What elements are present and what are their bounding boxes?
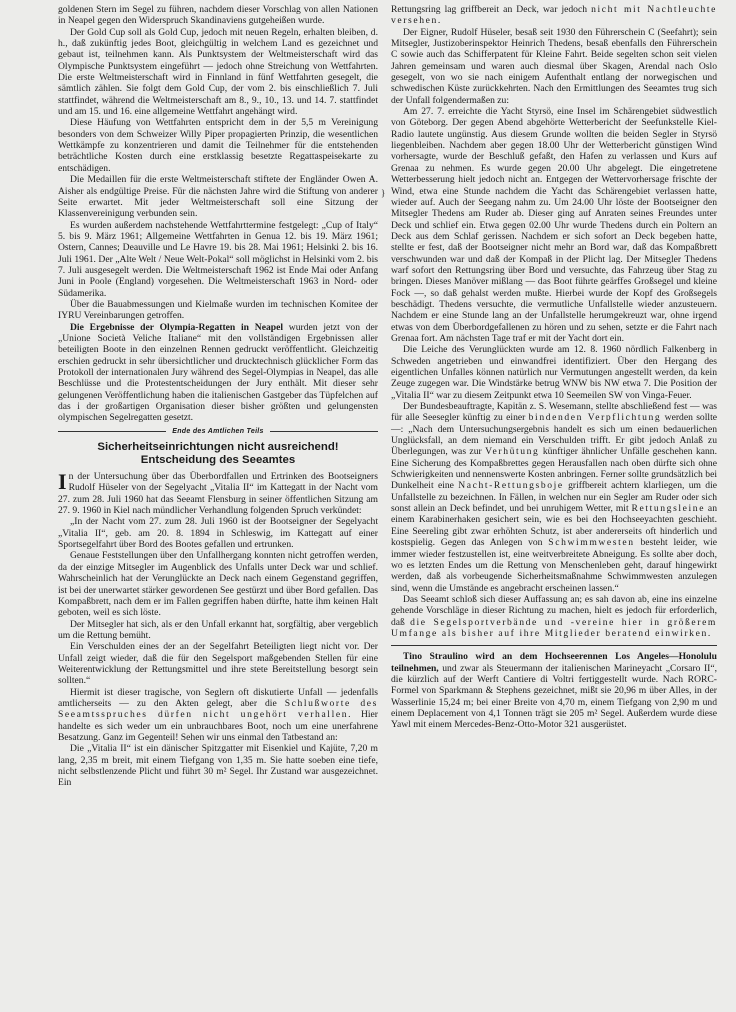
divider-label: Ende des Amtlichen Teils (172, 427, 264, 435)
paragraph (391, 651, 717, 730)
margin-bracket-mark: } (381, 188, 386, 198)
paragraph-text: künftiger ähnlicher Unfälle geschehen kann. Eine Sicherung des Kompaßbrettes gegen Herausfallen nach oben dürfte sich ohne Schwierigkeiten und nennenswerte Kosten anbringen. Ferner sollte grundsätzlich bei Dunkelheit eine (391, 446, 718, 492)
spaced-emphasis: Rettungsleine (631, 503, 706, 515)
spaced-emphasis: Schwimmwesten (548, 537, 635, 549)
paragraph (391, 594, 717, 639)
paragraph: Die Leiche des Verunglückten wurde am 12. 8. 1960 nördlich Falkenberg in Schweden angetrieben und einwandfrei identifiziert. Über den Hergang des eigentlichen Unfalles können natürlich nur Vermutungen angestellt werden, da kein Zeuge zugegen war. Die Windstärke betrug WNW bis NW etwa 7. Die Position der „Vitalia II“ war zu diesem Zeitpunkt etwa 10 Seemeilen SW von Vinga-Feuer. (391, 344, 717, 401)
headline-line-2: Entscheidung des Seeamtes (140, 454, 296, 467)
paragraph-text: n der Untersuchung über das Überbordfallen und Ertrinken des Bootseigners Rudolf Hüseler von der Segelyacht „Vitalia II“ im Kattegatt in der Nacht vom 27. zum 28. Juli 1960 hat das Seeamt Flensburg in seiner öffentlichen Sitzung am 27. 9. 1960 in Kiel nach mündlicher Verhandlung folgenden Spruch verkündet: (58, 471, 378, 517)
paragraph: Der Mitsegler hat sich, als er den Unfall erkannt hat, sorgfältig, aber vergeblich um die Rettung bemüht. (58, 618, 378, 641)
paragraph-text: werden sollte —: „Nach dem Untersuchungsergebnis handelt es sich um einen bedauerlichen Unglücksfall, an dem niemand ein Verschulden trifft. Er gibt jedoch Anlaß zu Überlegungen, was zur (391, 412, 717, 458)
paragraph: Der Gold Cup soll als Gold Cup, jedoch mit neuen Regeln, erhalten bleiben, d. h., daß zukünftig jedes Boot, gleichgültig in welchem Land es gezeichnet und gebaut ist, teilnehmen kann. Als Punktsystem der Weltmeisterschaft wird das Olympische Punktsystem eingeführt — jedoch ohne Streichung von Wettfahrten. Die erste Weltmeisterschaft wird in Finnland in fünf Wettfahrten gesegelt, die sämtlich zählen. Sie folgt dem Gold Cup, der vom 2. bis einschließlich 7. Juli stattfindet, während die Weltmeisterschaft am 8., 9., 10., 13. und 14. 7. stattfindet und am 15. und 16. eine allgemeine Wettfahrt angehängt wird. (58, 26, 378, 118)
paragraph: Genaue Feststellungen über den Unfallhergang konnten nicht getroffen werden, da der einzige Mitsegler im Augenblick des Unfalls unter Deck war und schlief. Wahrscheinlich hat der Verunglückte an Deck nach einem Gegenstand gegriffen, ist bei der unerwartet stärker gewordenen See gestürzt und über Bord gefallen. Das Kompaßbrett, nach dem er im Fallen gegriffen haben dürfte, hatte ihm keinen Halt geboten, weil es sich löste. (58, 550, 378, 619)
paragraph: Diese Häufung von Wettfahrten entspricht dem in der 5,5 m Vereinigung besonders von dem Schweizer Willy Piper propagierten Prinzip, die wesentlichen Wettkämpfe zu konzentrieren und damit die Teilnehmer für die entstehenden beträchtliche Kosten durch eine erstklassig besetzte Regattaspeisekarte zu entschädigen. (58, 117, 378, 174)
paragraph-text: Hiermit ist dieser tragische, von Seglern oft diskutierte Unfall — jedenfalls amtlicherseits — zu den Akten gelegt, aber die (58, 686, 378, 709)
spaced-emphasis: Verhütung (485, 446, 540, 458)
paragraph (58, 471, 378, 516)
paragraph: Die Medaillen für die erste Weltmeisterschaft stiftete der Engländer Owen A. Aisher als endgültige Preise. Für die nächsten Jahre wird die Stiftung von anderer Seite erwartet. Mit jeder Weltmeisterschaft soll eine Sitzung der Klassenvereinigung verbunden sein. (58, 174, 378, 220)
paragraph-text: und zwar als Steuermann der italienischen Marineyacht „Corsaro II“, die kürzlich auf der Werft Cantiere di Voltri fertiggestellt wurde. Nach RORC-Formel von Sparkmann & Stephens gezeichnet, mißt sie 20,96 m über Alles, in der Wasserlinie 15,24 m; bei einer Breite von 4,70 m, einem Tiefgang von 2,90 m und einem Deplacement von 4,1 Tonnen trägt sie 205 m² Segel. Außerdem wurde diese Yawl mit einem Mercedes-Benz-Otto-Motor 321 ausgerüstet. (391, 662, 717, 731)
divider-line (58, 431, 166, 432)
spaced-emphasis: bindenden Verpflichtung (528, 412, 662, 424)
paragraph-text: Der Bundesbeauftragte, Kapitän z. S. Wesemann, stellte abschließend fest — was für alle Seesegler künftig zu einer (391, 401, 717, 424)
spaced-emphasis: Nacht-Rettungsboje (458, 480, 564, 492)
lead-in-bold: Tino Straulino wird an dem Hochseerennen Los Angeles—Honolulu teilnehmen, (391, 651, 717, 674)
paragraph: Über die Bauabmessungen und Kielmaße wurden im technischen Komitee der IYRU Vereinbarungen getroffen. (58, 298, 378, 322)
headline-line-1: Sicherheitseinrichtungen nicht ausreichend! (97, 441, 339, 454)
paragraph: Der Eigner, Rudolf Hüseler, besaß seit 1930 den Führerschein C (Seefahrt); sein Mitsegler, Justizoberinspektor Heinrich Thedens, besaß ebenfalls den Führerschein C sowie auch das Schifferpatent für Kleine Fahrt. Beide segelten schon seit vielen Jahren gemeinsam und waren auch diesmal über Skagen, Arendal nach Oslo gesegelt, von wo sie nach einigem Aufenthalt entlang der norwegischen und schwedischen Küste zurückkehrten. Nach den Ermittlungen des Seeamtes trug sich der Unfall folgendermaßen zu: (391, 26, 717, 106)
section-rule (391, 645, 717, 646)
paragraph-text: Das Seeamt schloß sich dieser Auffassung an; es sah davon ab, eine ins einzelne gehende Vorschläge in dieser Richtung zu machen, hielt es jedoch für erforderlich, daß (391, 593, 717, 628)
paragraph-text: an einem Karabinerhaken gesichert sein, wie es bei den Hochseeyachten geschieht. Eine Seereling gibt zwar erhöhten Schutz, ist aber andererseits oft hinderlich und kostspielig. Gegen das Anlegen von (391, 503, 717, 549)
lead-in-bold: Die Ergebnisse der Olympia-Regatten in Neapel (70, 321, 284, 333)
spaced-emphasis: die Segelsportverbände und -vereine hier in größerem Umfange als bisher auf ihre Mitglieder beratend einwirken. (391, 616, 717, 639)
divider-line (270, 431, 378, 432)
paragraph (58, 322, 378, 424)
paragraph (58, 687, 378, 744)
paragraph-text: wurden jetzt von der „Unione Società Veliche Italiane“ mit den vollständigen Ergebnissen aller beteiligten Boote in den einzelnen Rennen gedruckt veröffentlicht. Gleichzeitig erschien gedruckt in sehr übersichtlicher und drucktechnisch glücklicher Form das Protokoll der internationalen Jury während des Segel-Olympias in Neapel, das alle Beschlüsse und die Protestentscheidungen der Jury enthält. Mit dieser sehr gelungenen Veröffentlichung haben die italienischen Gastgeber das Tüpfelchen auf das i der großartigen Organisation dieser bisher größten und gelungensten olympischen Segelregatten gesetzt. (58, 321, 378, 424)
paragraph: Ein Verschulden eines der an der Segelfahrt Beteiligten liegt nicht vor. Der Unfall zeigt wieder, daß die für den Segelsport maßgebenden Stellen für eine Weiterentwicklung der Rettungsmittel und ihre stete Bereitstellung besorgt sein sollten.“ (58, 641, 378, 687)
spaced-emphasis: Schlußworte des Seeamtsspruches dürfen nicht ungehört verhallen. (58, 697, 378, 721)
paragraph-text: griffbereit achtern klarliegen, um die Unfallstelle zu bezeichnen. In Fällen, in welchen nur ein Segler am Ruder oder sich sonst allein an Deck befindet, und bei unruhigem Wetter, mit (391, 480, 717, 515)
right-column (391, 4, 717, 731)
paragraph-text: Hier handelte es sich weder um ein unbrauchbares Boot, noch um eine unerfahrene Besatzung. Ganz im Gegenteil! Sehen wir uns einmal den Tatbestand an: (58, 709, 378, 743)
paragraph: Am 27. 7. erreichte die Yacht Styrsö, eine Insel im Schärengebiet südwestlich von Göteborg. Der gegen Abend abgehörte Wetterbericht der Seefunkstelle Kiel-Radio lautete ungünstig. Aus diesem Grunde wollten die beiden Segler in Styrsö liegenbleiben. Nachdem aber gegen 18.00 Uhr der Wetterbericht günstigen Wind vorhersagte, wurde der Beschluß gefaßt, den Hafen zu verlassen und Kurs auf Grenaa zu nehmen. Es wurde gegen 20.00 Uhr abgelegt. Die eingetretene Wetterbesserung hielt jedoch nicht an. Entgegen der Wettervorhersage frischte der Wind, etwa eine Stunde nachdem die Yacht das Schärengebiet verlassen hatte, wieder auf. Auch der Seegang nahm zu. Um 24.00 Uhr löste der Bootseigner den Mitsegler Thedens am Ruder ab. Dieser ging auf Anraten seines Freundes unter Deck und schlief ein. Etwa gegen 02.00 Uhr wurde Thedens durch ein Poltern an Deck aus dem Schlaf gerissen. Nachdem er sich sofort an Deck begeben hatte, stellte er fest, daß der Bootseigner nicht mehr an Bord war, daß das Kompaßbrett verschwunden war und daß der Kompaß in der Plicht lag. Der Mitsegler Thedens warf sofort den Rettungsring über Bord und versuchte, das Fahrzeug über Stag zu bringen. Dieses Manöver mißlang — das Boot führte geärffes Großsegel und kleine Fock —, so daß gehalst werden mußte. Hierbei wurde der Kopf des Großsegels beschädigt. Thedens versuchte, die vermutliche Unfallstelle wieder anzusteuern. Nachdem er eine Stunde lang an der Unfallstelle herumgekreuzt war, ohne irgend etwas von dem Überbordgefallenen zu hören und zu sehen, setzte er die Fahrt nach Grenaa fort. Am nächsten Tage traf er mit der Yacht dort ein. (391, 106, 717, 344)
paragraph-text: besteht leider, wie immer wieder festzustellen ist, eine weitverbreitete Abneigung. Es sollte aber doch, wo es letzten Endes um die Rettung von Menschenleben geht, darauf hingewirkt werden, daß als vorbeugende Sicherheitsmaßnahme Schwimmwesten anzulegen sind, wenn die Umstände es angebracht erscheinen lassen.“ (391, 537, 718, 594)
paragraph: Es wurden außerdem nachstehende Wettfahrttermine festgelegt: „Cup of Italy“ 5. bis 9. März 1961; Allgemeine Wettfahrten in Genua 12. bis 19. März 1961; Ostern, Cannes; Deauville und Le Havre 19. bis 28. Mai 1961; Helsinki 2. bis 16. Juli 1961. Der „Alte Welt / Neue Welt-Pokal“ soll möglichst in Helsinki vom 2. bis 7. Juli ausgesegelt werden. Die Weltmeisterschaft 1962 ist Ende Mai oder Anfang Juni in Poole (England) vorgesehen. Die Weltmeisterschaft 1963 in Nord- oder Südamerika. (58, 219, 378, 299)
spaced-emphasis: nicht mit Nachtleuchte versehen. (391, 4, 717, 27)
left-column (58, 4, 378, 789)
paragraph (391, 401, 717, 594)
paragraph (391, 4, 717, 27)
paragraph: Die „Vitalia II“ ist ein dänischer Spitzgatter mit Eisenkiel und Kajüte, 7,20 m lang, 2,35 m breit, mit einem Tiefgang von 1,35 m. Sie hatte soeben eine tiefe, nicht selbstlenzende Plicht und führt 30 m² Segel. Ihr Zustand war ausgezeichnet. Ein (58, 743, 378, 789)
paragraph-text: Rettungsring lag griffbereit an Deck, war jedoch (391, 4, 592, 15)
paragraph: „In der Nacht vom 27. zum 28. Juli 1960 ist der Bootseigner der Segelyacht „Vitalia II“, geb. am 20. 8. 1894 in Schleswig, im Kattegatt auf einer Sportsegelfahrt über Bord des Bootes gefallen und ertrunken. (58, 516, 378, 551)
paragraph: goldenen Stern im Segel zu führen, nachdem dieser Vorschlag von allen Nationen in Neapel gegen den Widerspruch Skandinaviens gutgeheißen wurde. (58, 4, 378, 27)
article-headline (58, 441, 378, 467)
end-of-official-section-divider (58, 426, 378, 437)
drop-cap: I (58, 469, 67, 495)
